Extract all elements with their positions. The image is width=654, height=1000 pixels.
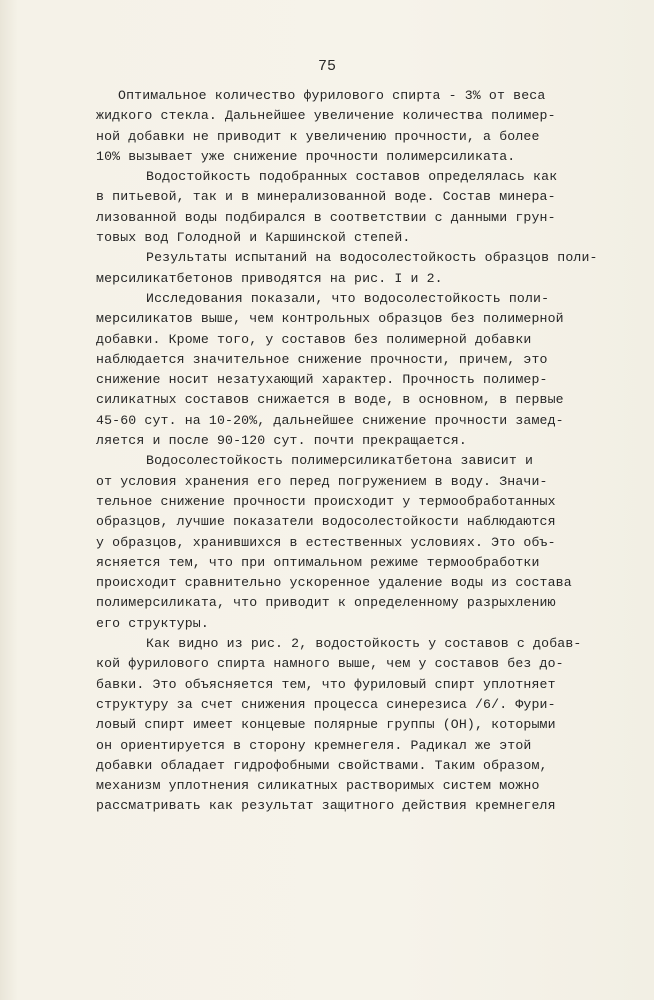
- text-line: ясняется тем, что при оптимальном режиме термообработки: [96, 554, 540, 570]
- text-line: Оптимальное количество фурилового спирта - 3% от веса: [118, 88, 546, 103]
- text-line: тельное снижение прочности происходит у термообработанных: [96, 493, 556, 509]
- text-line: 10% вызывает уже снижение прочности полимерсиликата.: [96, 148, 516, 164]
- body-text: [96, 86, 598, 817]
- text-line: добавки. Кроме того, у составов без полимерной добавки: [96, 331, 532, 347]
- text-line: ловый спирт имеет концевые полярные группы (ОН), которыми: [96, 717, 556, 733]
- text-line: Как видно из рис. 2, водостойкость у составов с добав-: [146, 636, 582, 652]
- text-line: лизованной воды подбирался в соответствии с данными грун-: [96, 209, 556, 225]
- text-line: полимерсиликата, что приводит к определенному разрыхлению: [96, 595, 556, 611]
- text-line: рассматривать как результат защитного действия кремнегеля: [96, 798, 556, 814]
- text-line: ной добавки не приводит к увеличению прочности, а более: [96, 128, 540, 144]
- text-line: образцов, лучшие показатели водосолестойкости наблюдаются: [96, 514, 556, 530]
- text-line: он ориентируется в сторону кремнегеля. Радикал же этой: [96, 737, 532, 753]
- text-line: ляется и после 90-120 сут. почти прекращается.: [96, 433, 467, 449]
- text-line: наблюдается значительное снижение прочности, причем, это: [96, 351, 548, 367]
- text-line: добавки обладает гидрофобными свойствами. Таким образом,: [96, 757, 548, 773]
- text-line: кой фурилового спирта намного выше, чем у составов без до-: [96, 656, 564, 672]
- text-line: бавки. Это объясняется тем, что фуриловый спирт уплотняет: [96, 676, 556, 692]
- text-line: Результаты испытаний на водосолестойкость образцов поли-: [146, 250, 598, 266]
- text-line: товых вод Голодной и Каршинской степей.: [96, 230, 411, 246]
- text-line: мерсиликатбетонов приводятся на рис. I и 2.: [96, 270, 443, 286]
- text-line: структуру за счет снижения процесса синерезиса /6/. Фури-: [96, 696, 556, 712]
- page-number: 75: [317, 58, 336, 75]
- text-line: мерсиликатов выше, чем контрольных образцов без полимерной: [96, 311, 564, 327]
- text-line: его структуры.: [96, 615, 209, 631]
- text-line: силикатных составов снижается в воде, в основном, в первые: [96, 392, 564, 408]
- text-line: снижение носит незатухающий характер. Прочность полимер-: [96, 372, 548, 388]
- text-line: от условия хранения его перед погружением в воду. Значи-: [96, 473, 548, 489]
- text-line: в питьевой, так и в минерализованной воде. Состав минера-: [96, 189, 556, 205]
- text-line: Водосолестойкость полимерсиликатбетона зависит и: [146, 453, 534, 469]
- text-line: Водостойкость подобранных составов определялась как: [146, 169, 558, 185]
- text-line: жидкого стекла. Дальнейшее увеличение количества полимер-: [96, 108, 556, 124]
- text-line: происходит сравнительно ускоренное удаление воды из состава: [96, 575, 572, 591]
- text-line: у образцов, хранившихся в естественных условиях. Это объ-: [96, 534, 556, 550]
- text-line: механизм уплотнения силикатных растворимых систем можно: [96, 778, 540, 794]
- text-line: 45-60 сут. на 10-20%, дальнейшее снижение прочности замед-: [96, 412, 564, 428]
- text-line: Исследования показали, что водосолестойкость поли-: [146, 290, 550, 306]
